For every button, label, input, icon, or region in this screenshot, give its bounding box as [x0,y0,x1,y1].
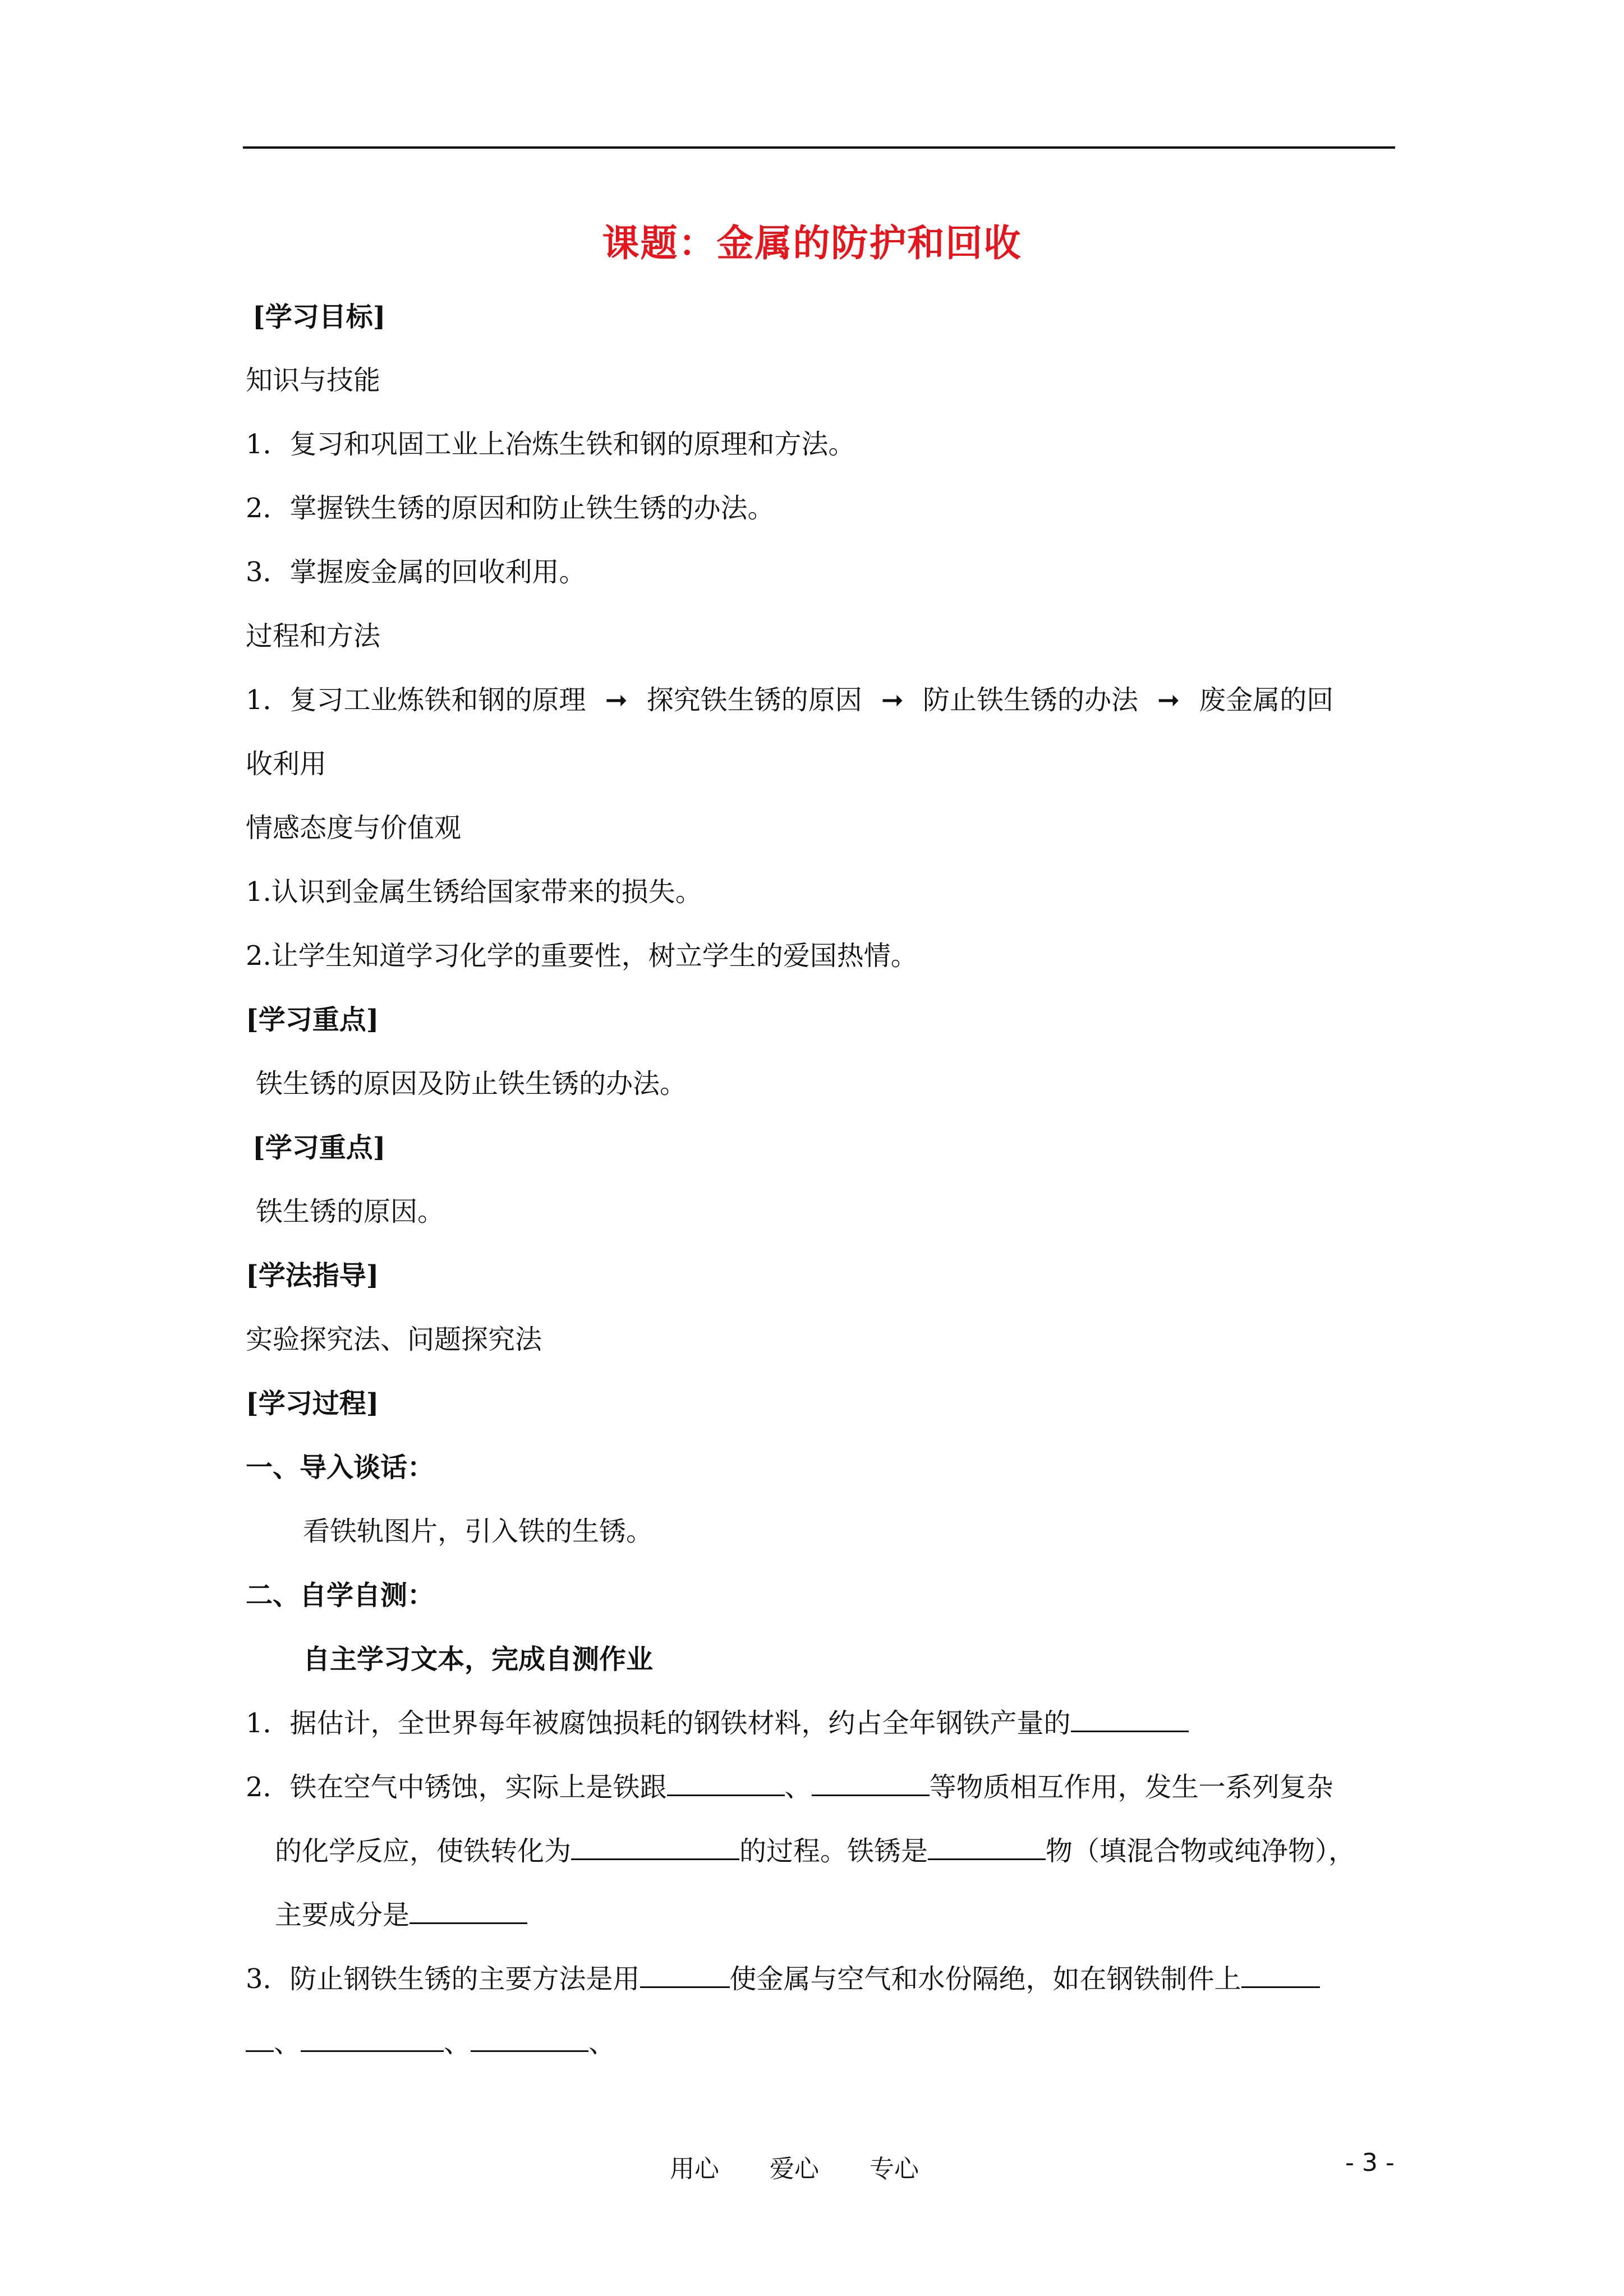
fill-blank[interactable] [410,1900,527,1924]
fill-blank[interactable] [928,1836,1046,1860]
fill-blank[interactable] [571,1836,739,1860]
arrow-right-icon: ➞ [605,684,628,716]
process-item-1-continued: 收利用 [246,748,327,780]
footer-motto-1: 用心 [670,2155,719,2183]
self-study-subheader: 自主学习文本，完成自测作业 [303,1644,654,1675]
question-2-line-2 [275,1834,1355,1868]
question-2-text-a: 2．铁在空气中锈蚀，实际上是铁跟 [246,1772,667,1803]
question-2-line-3 [275,1898,527,1932]
footer-motto-2: 爱心 [770,2155,819,2183]
intro-header: 一、导入谈话： [246,1452,435,1483]
key-points-header: [学习重点] [246,1004,379,1036]
emotion-item-2: 2.让学生知道学习化学的重要性，树立学生的爱国热情。 [246,940,918,972]
process-step-1: 复习工业炼铁和钢的原理 [289,684,586,716]
question-2-text-d: 的化学反应，使铁转化为 [275,1835,572,1867]
fill-blank[interactable] [301,2028,444,2052]
process-heading: 过程和方法 [246,620,381,652]
arrow-right-icon: ➞ [1157,684,1180,716]
fill-blank[interactable] [1071,1708,1189,1732]
fill-blank[interactable] [471,2028,588,2052]
process-step-4: 废金属的回 [1199,684,1334,716]
question-3-text-a: 3．防止钢铁生锈的主要方法是用 [246,1963,640,1995]
intro-text: 看铁轨图片，引入铁的生锈。 [303,1516,654,1547]
knowledge-heading: 知识与技能 [246,365,381,396]
arrow-right-icon: ➞ [881,684,904,716]
page-title: 课题：金属的防护和回收 [602,221,1022,265]
key-points-text: 铁生锈的原因及防止铁生锈的办法。 [256,1068,687,1099]
question-3-text-c: 、 [274,2027,301,2059]
self-study-header: 二、自学自测： [246,1580,435,1611]
method-text: 实验探究法、问题探究法 [246,1324,542,1355]
header-rule [243,146,1395,149]
question-2-text-f: 物（填混合物或纯净物）， [1046,1835,1356,1867]
question-3-text-d: 、 [444,2027,471,2059]
question-3-text-b: 使金属与空气和水份隔绝，如在钢铁制件上 [729,1963,1241,1995]
process-step-2: 探究铁生锈的原因 [646,684,862,716]
emotion-heading: 情感态度与价值观 [246,812,462,844]
question-3-line-2 [246,2026,615,2060]
fill-blank[interactable] [667,1772,785,1796]
process-item-1-num: 1． [246,684,290,716]
question-2-text-c: 等物质相互作用，发生一系列复杂 [929,1772,1333,1803]
process-item-1 [246,683,1333,717]
question-1 [246,1706,1189,1740]
page-number: - 3 - [1345,2148,1395,2177]
knowledge-item-3: 3．掌握废金属的回收利用。 [246,556,586,588]
fill-blank[interactable] [1241,1964,1320,1988]
question-2-text-e: 的过程。铁锈是 [739,1835,928,1867]
process-step-3: 防止铁生锈的办法 [923,684,1139,716]
key-points-header-2: [学习重点] [252,1132,386,1163]
method-header: [学法指导] [246,1260,379,1291]
key-points-text-2: 铁生锈的原因。 [256,1196,445,1227]
question-3-text-e: 、 [588,2027,616,2059]
question-2-text-g: 主要成分是 [275,1899,410,1931]
footer-motto-3: 专心 [869,2155,919,2183]
fill-blank[interactable] [812,1772,930,1796]
knowledge-item-1: 1．复习和巩固工业上冶炼生铁和钢的原理和方法。 [246,429,855,460]
question-2-text-b: 、 [784,1772,812,1803]
knowledge-item-2: 2．掌握铁生锈的原因和防止铁生锈的办法。 [246,493,775,524]
fill-blank[interactable] [640,1964,730,1988]
question-3 [246,1962,1320,1996]
goal-header: [学习目标] [252,301,386,333]
fill-blank[interactable] [246,2028,274,2052]
question-1-text: 1．据估计，全世界每年被腐蚀损耗的钢铁材料，约占全年钢铁产量的 [246,1708,1071,1739]
learning-process-header: [学习过程] [246,1388,379,1419]
emotion-item-1: 1.认识到金属生锈给国家带来的损失。 [246,876,702,908]
question-2 [246,1770,1333,1804]
